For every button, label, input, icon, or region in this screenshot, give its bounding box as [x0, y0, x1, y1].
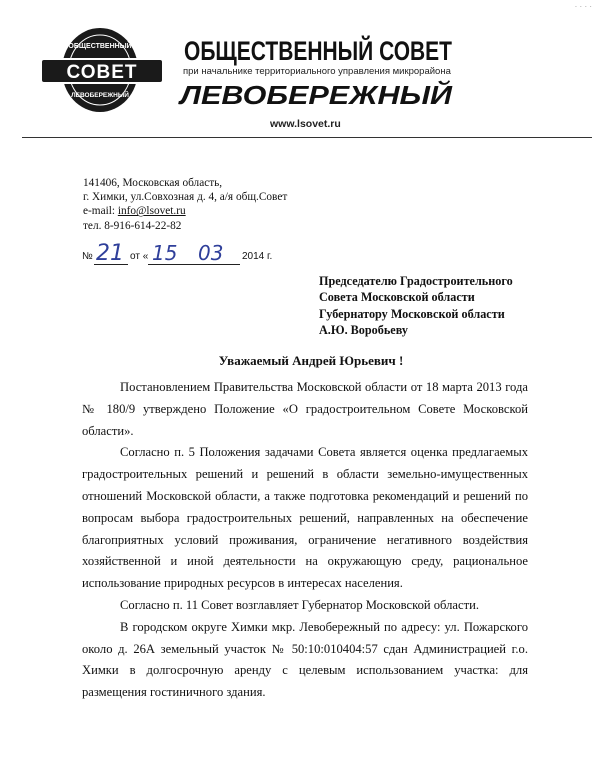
- addressee-block: [319, 273, 513, 338]
- svg-text:ОБЩЕСТВЕННЫЙ: ОБЩЕСТВЕННЫЙ: [68, 43, 132, 50]
- year-suffix: 2014 г.: [242, 251, 273, 262]
- email-line: [83, 204, 287, 218]
- email-label: e-mail:: [83, 205, 118, 218]
- org-title: [184, 33, 529, 67]
- header-divider: [22, 137, 592, 138]
- body-paragraph: Постановлением Правительства Московской области от 18 марта 2013 года № 180/9 утверждено Положение «О градостроительном Совете Московской области».: [82, 380, 528, 438]
- address-line: г. Химки, ул.Совхозная д. 4, а/я общ.Совет: [83, 191, 288, 204]
- addressee-line: Председателю Градостроительного: [319, 274, 513, 288]
- handwritten-month: 03: [198, 241, 224, 265]
- website-link[interactable]: www.lsovet.ru: [270, 118, 341, 130]
- sender-address: [83, 176, 287, 233]
- addressee-line: Совета Московской области: [319, 290, 475, 305]
- svg-text:ОБЩЕСТВЕННЫЙ СОВЕТ: ОБЩЕСТВЕННЫЙ СОВЕТ: [184, 36, 529, 66]
- body-paragraph: Согласно п. 5 Положения задачами Совета является оценка предлагаемых градостроительных решений и решений в области земельно-имущественных отношений Московской области, а также подготовка рекомендаций и решений по вопросам выбора градостроительных решений, направленных на обеспечение благоприятных условий проживания, ограничение негативного воздействия хозяйственной и иной деятельности на окружающую среду, рациональное использование природных ресурсов в интересах населения.: [82, 445, 528, 591]
- corner-mark: · · · ·: [574, 2, 592, 11]
- org-subtitle: при начальнике территориального управления микрорайона: [183, 66, 451, 77]
- body-paragraph: В городском округе Химки мкр. Левобережный по адресу: ул. Пожарского около д. 26А земельный участок № 50:10:010404:57 сдан Администрацией г.о. Химки в долгосрочную аренду с целевым использованием участка: для размещения гостиничного здания.: [82, 619, 528, 700]
- svg-text:ЛЕВОБЕРЕЖНЫЙ: ЛЕВОБЕРЕЖНЫЙ: [71, 92, 129, 99]
- letter-body: [82, 377, 528, 704]
- addressee-line: Губернатору Московской области: [319, 306, 505, 321]
- phone-line: тел. 8-916-614-22-82: [83, 219, 182, 232]
- address-line: 141406, Московская область,: [83, 177, 223, 189]
- svg-text:СОВЕТ: СОВЕТ: [66, 62, 138, 83]
- council-logo: [38, 26, 168, 114]
- addressee-line: А.Ю. Воробьеву: [319, 322, 408, 337]
- from-label: от «: [130, 251, 149, 262]
- handwritten-day: 15: [152, 241, 178, 265]
- number-prefix: №: [82, 251, 93, 262]
- salutation: Уважаемый Андрей Юрьевич !: [218, 353, 404, 368]
- body-paragraph: Согласно п. 11 Совет возглавляет Губернатор Московской области.: [120, 597, 479, 612]
- org-name: [177, 79, 455, 110]
- handwritten-number: 21: [96, 241, 124, 266]
- email-link[interactable]: info@lsovet.ru: [117, 205, 186, 218]
- svg-text:ЛЕВОБЕРЕЖНЫЙ: ЛЕВОБЕРЕЖНЫЙ: [177, 80, 454, 110]
- reference-line: [82, 243, 282, 273]
